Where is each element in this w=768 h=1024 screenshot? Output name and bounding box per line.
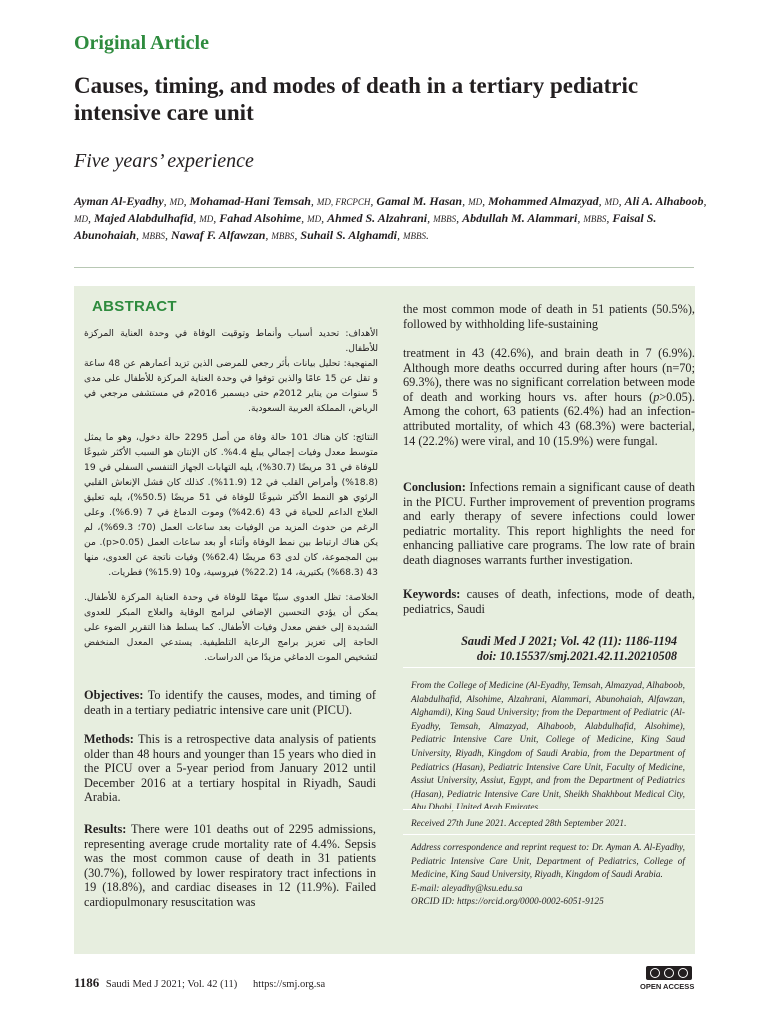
page-number: 1186 (74, 975, 100, 990)
keywords-label: Keywords: (403, 587, 461, 601)
arabic-objectives: الأهداف: تحديد أسباب وأنماط وتوقيت الوفاة في وحدة العناية المركزة للأطفال. (84, 328, 378, 354)
results-paragraph-left (84, 822, 376, 910)
author-name: Abdullah M. Alammari (462, 211, 578, 225)
author-degree: MD (199, 214, 214, 224)
arabic-results: النتائج: كان هناك 101 حالة وفاة من أصل 2295 حالة دخول، وهو ما يمثل متوسط معدل وفيات إجمالي يبلغ 4.4%. كان الإنتان هو السبب الأكثر شيوعًا للوفاة في 31 مريضًا (30.7%)، يليه التهابات الجهاز التنفسي السفلي في 19 (18.8%) وأمراض القلب في 12 (11.9%). كذلك كان فشل الإنعاش القلبي الرئوي هو النمط الأكثر شيوعًا للوفاة في 51 مريضًا (50.5%)، يليه تعليق العلاج الداعم للحياة في 43 (42.6%) وموت الدماغ في 7 (6.9%). وعلى الرغم من حدوث المزيد من الوفيات بعد ساعات العمل (70؛ 69.3%)، لم يكن هناك ارتباط بين نمط الوفاة وأثناء أو بعد ساعات العمل (p>0.05). من بين المجموعة، كان لدى 63 مريضًا (62.4%) وفيات ناتجة عن العدوى، منها 43 (68.3%) بكتيرية، 14 (22.2%) فيروسية، و10 (15.9%) فطريات. (84, 432, 378, 578)
author-name: Majed Alabdulhafid (94, 211, 194, 225)
author-degree: MD (307, 214, 322, 224)
author-name: Ali A. Alhaboob (624, 194, 704, 208)
citation-divider (403, 667, 695, 668)
article-subtitle: Five years’ experience (74, 150, 254, 172)
methods-paragraph (84, 732, 376, 805)
journal-citation: Saudi Med J 2021; Vol. 42 (11): 1186-1194 (461, 634, 677, 648)
author-name: Gamal M. Hasan (376, 194, 463, 208)
methods-text: This is a retrospective data analysis of patients older than 48 hours and younger than 15 years who died in the PICU over a 5-year period from January 2012 until December 2016 at a tertiary hospital in Riyadh, Saudi Arabia. (84, 732, 376, 805)
affiliations-note: From the College of Medicine (Al-Eyadhy, Temsah, Almazyad, Alhaboob, Alabdulhafid, Alsohime, Alzahrani, Alammari, Abunohaiah, Alfawzan, Alghamdi), King Saud University; from the Department of Pediatric (Al-Eyadhy, Temsah, Almazyad, Alhaboob, Alabdulhafid, Alsohime), Pediatric Intensive Care Unit, College of Medicine, King Saud University, Riyadh, Kingdom of Saudi Arabia, from the Department of Pediatrics (Hasan), Pediatric Intensive Care Unit, Faculty of Medicine, Assiut University, Assiut, Egypt, and from the Department of Pediatrics (Hasan), Pediatric Intensive Care Unit, Sheikh Shakhbout Medical City, (411, 681, 685, 800)
author-degree: MBBS (403, 231, 427, 241)
conclusion-text: Infections remain a significant cause of death in the PICU. Further improvement of prevention programs and early therapy of severe infections could lower pediatric mortality. This report highlights the need for enhancing palliative care programs. The low rate of brain death diagnoses warrants further investigation. (403, 480, 695, 567)
author-name: Faisal S. Abunohaiah (74, 211, 657, 242)
author-name: Ahmed S. Alzahrani (327, 211, 428, 225)
author-degree: MBBS (142, 231, 166, 241)
doi-line: doi: 10.15537/smj.2021.42.11.20210508 (476, 649, 677, 663)
header-divider (74, 267, 694, 268)
by-circle-icon (664, 968, 674, 978)
received-note: Received 27th June 2021. Accepted 28th September 2021. (411, 819, 627, 829)
cc-circle-icon (650, 968, 660, 978)
correspondence-note (411, 842, 685, 910)
conclusion-paragraph (403, 480, 695, 568)
keywords-paragraph (403, 587, 695, 616)
cc-by-nc-icon (646, 966, 692, 980)
author-degree: MBBS (433, 214, 457, 224)
author-degree: MD, FRCPCH (316, 197, 371, 207)
article-type-label: Original Article (74, 32, 209, 54)
author-name: Nawaf F. Alfawzan (171, 228, 266, 242)
author-degree: MBBS (271, 231, 295, 241)
article-title: Causes, timing, and modes of death in a tertiary pediatric intensive care unit (74, 73, 639, 125)
footer-journal: Saudi Med J 2021; Vol. 42 (11) (105, 979, 238, 990)
author-degree: MD (604, 197, 619, 207)
nc-circle-icon (678, 968, 688, 978)
results-label: Results: (84, 822, 127, 836)
objectives-paragraph (84, 688, 376, 717)
results-text-left: There were 101 deaths out of 2295 admissions, representing average crude mortality rate of 4.4%. Sepsis was the most common cause of death in 31 patients (30.7%), followed by lower respiratory tract infections in 19 (18.8%), and cardiac diseases in 12 (11.9%). Failed cardiopulmonary resuscitation was (84, 822, 376, 909)
methods-label: Methods: (84, 732, 134, 746)
arabic-methods: المنهجية: تحليل بيانات بأثر رجعي للمرضى الذين تزيد أعمارهم عن 48 ساعة و تقل عن 15 عامًا والذين توفوا في وحدة العناية المركزة للأطفال على مدى 5 سنوات من يناير 2012م حتى ديسمبر 2016م في مستشفى مرجعي في الرياض، المملكة العربية السعودية. (84, 358, 378, 414)
author-name: Ayman Al-Eyadhy (74, 194, 164, 208)
author-name: Suhail S. Alghamdi (300, 228, 398, 242)
keywords-text: causes of death, infections, mode of death, pediatrics, Saudi (403, 587, 695, 616)
objectives-label: Objectives: (84, 688, 144, 702)
p-value-symbol: p (653, 389, 660, 404)
objectives-text: To identify the causes, modes, and timing of death in a tertiary pediatric intensive care unit (PICU). (84, 688, 376, 717)
results-paragraph-right (403, 346, 695, 448)
author-degree: MD (74, 214, 88, 224)
author-name: Mohammed Almazyad (488, 194, 599, 208)
results-text-right-2b: >0.05). Among the cohort, 63 patients (62.4%) had an infection-attributed mortality, of which 43 (68.3%) were bacterial, 14 (22.2%) were viral, and 10 (15.9%) were fungal. (403, 389, 695, 448)
conclusion-label: Conclusion: (403, 480, 466, 494)
affiliations-divider (403, 809, 695, 810)
received-divider (403, 834, 695, 835)
author-list: Ayman Al-Eyadhy, MD, Mohamad-Hani Temsah, MD, FRCPCH, Gamal M. Hasan, MD, Mohammed Almazyad, MD, Ali A. Alhaboob, MD, Majed Alabdulhafid, MD, Fahad Alsohime, MD, Ahmed S. Alzahrani, MBBS, Abdullah M. Alammari, MBBS, Faisal S. Abunohaiah, MBBS, Nawaf F. Alfawzan, MBBS, Suhail S. Alghamdi, MBBS. (74, 194, 707, 242)
open-access-label: OPEN ACCESS (640, 982, 695, 991)
author-name: Fahad Alsohime (219, 211, 302, 225)
email-link[interactable]: E-mail: aleyadhy@ksu.edu.sa (411, 883, 523, 894)
page-footer (74, 975, 325, 991)
author-name: Mohamad-Hani Temsah (189, 194, 311, 208)
orcid-link[interactable]: ORCID ID: https://orcid.org/0000-0002-6051-9125 (411, 897, 604, 908)
footer-url[interactable]: https://smj.org.sa (253, 979, 326, 990)
author-degree: MD (468, 197, 483, 207)
correspondence-text: Address correspondence and reprint request to: Dr. Ayman A. Al-Eyadhy, Pediatric Intensive Care Unit, Department of Pediatrics, College of Medicine, King Saud University, Riyadh, Kingdom of Saudi Arabia. (411, 843, 685, 881)
author-degree: MD (169, 197, 184, 207)
abstract-heading: ABSTRACT (92, 298, 177, 315)
author-degree: MBBS (583, 214, 607, 224)
citation-block (403, 634, 677, 664)
results-text-right-1: the most common mode of death in 51 patients (50.5%), followed by withholding life-sustaining (403, 302, 695, 331)
results-text-right-2a: treatment in 43 (42.6%), and brain death in 7 (6.9%). Although more deaths occurred during after hours (n=70; 69.3%), there was no significant correlation between mode of death and working hours vs. after hours ( (403, 346, 695, 404)
arabic-conclusion: الخلاصة: تظل العدوى سببًا مهمًا للوفاة في وحدة العناية المركزة للأطفال. يمكن أن يؤدي التحسين الإضافي لبرامج الوقاية والعلاج المبكر للعدوى الشديدة إلى خفض معدل وفيات الأطفال. كما يسلط هذا التقرير الضوء على الحاجة إلى تعزيز برامج الرعاية التلطيفية. يستدعي المعدل المنخفض لتشخيص الموت الدماغي مزيدًا من الدراسات. (84, 592, 378, 663)
